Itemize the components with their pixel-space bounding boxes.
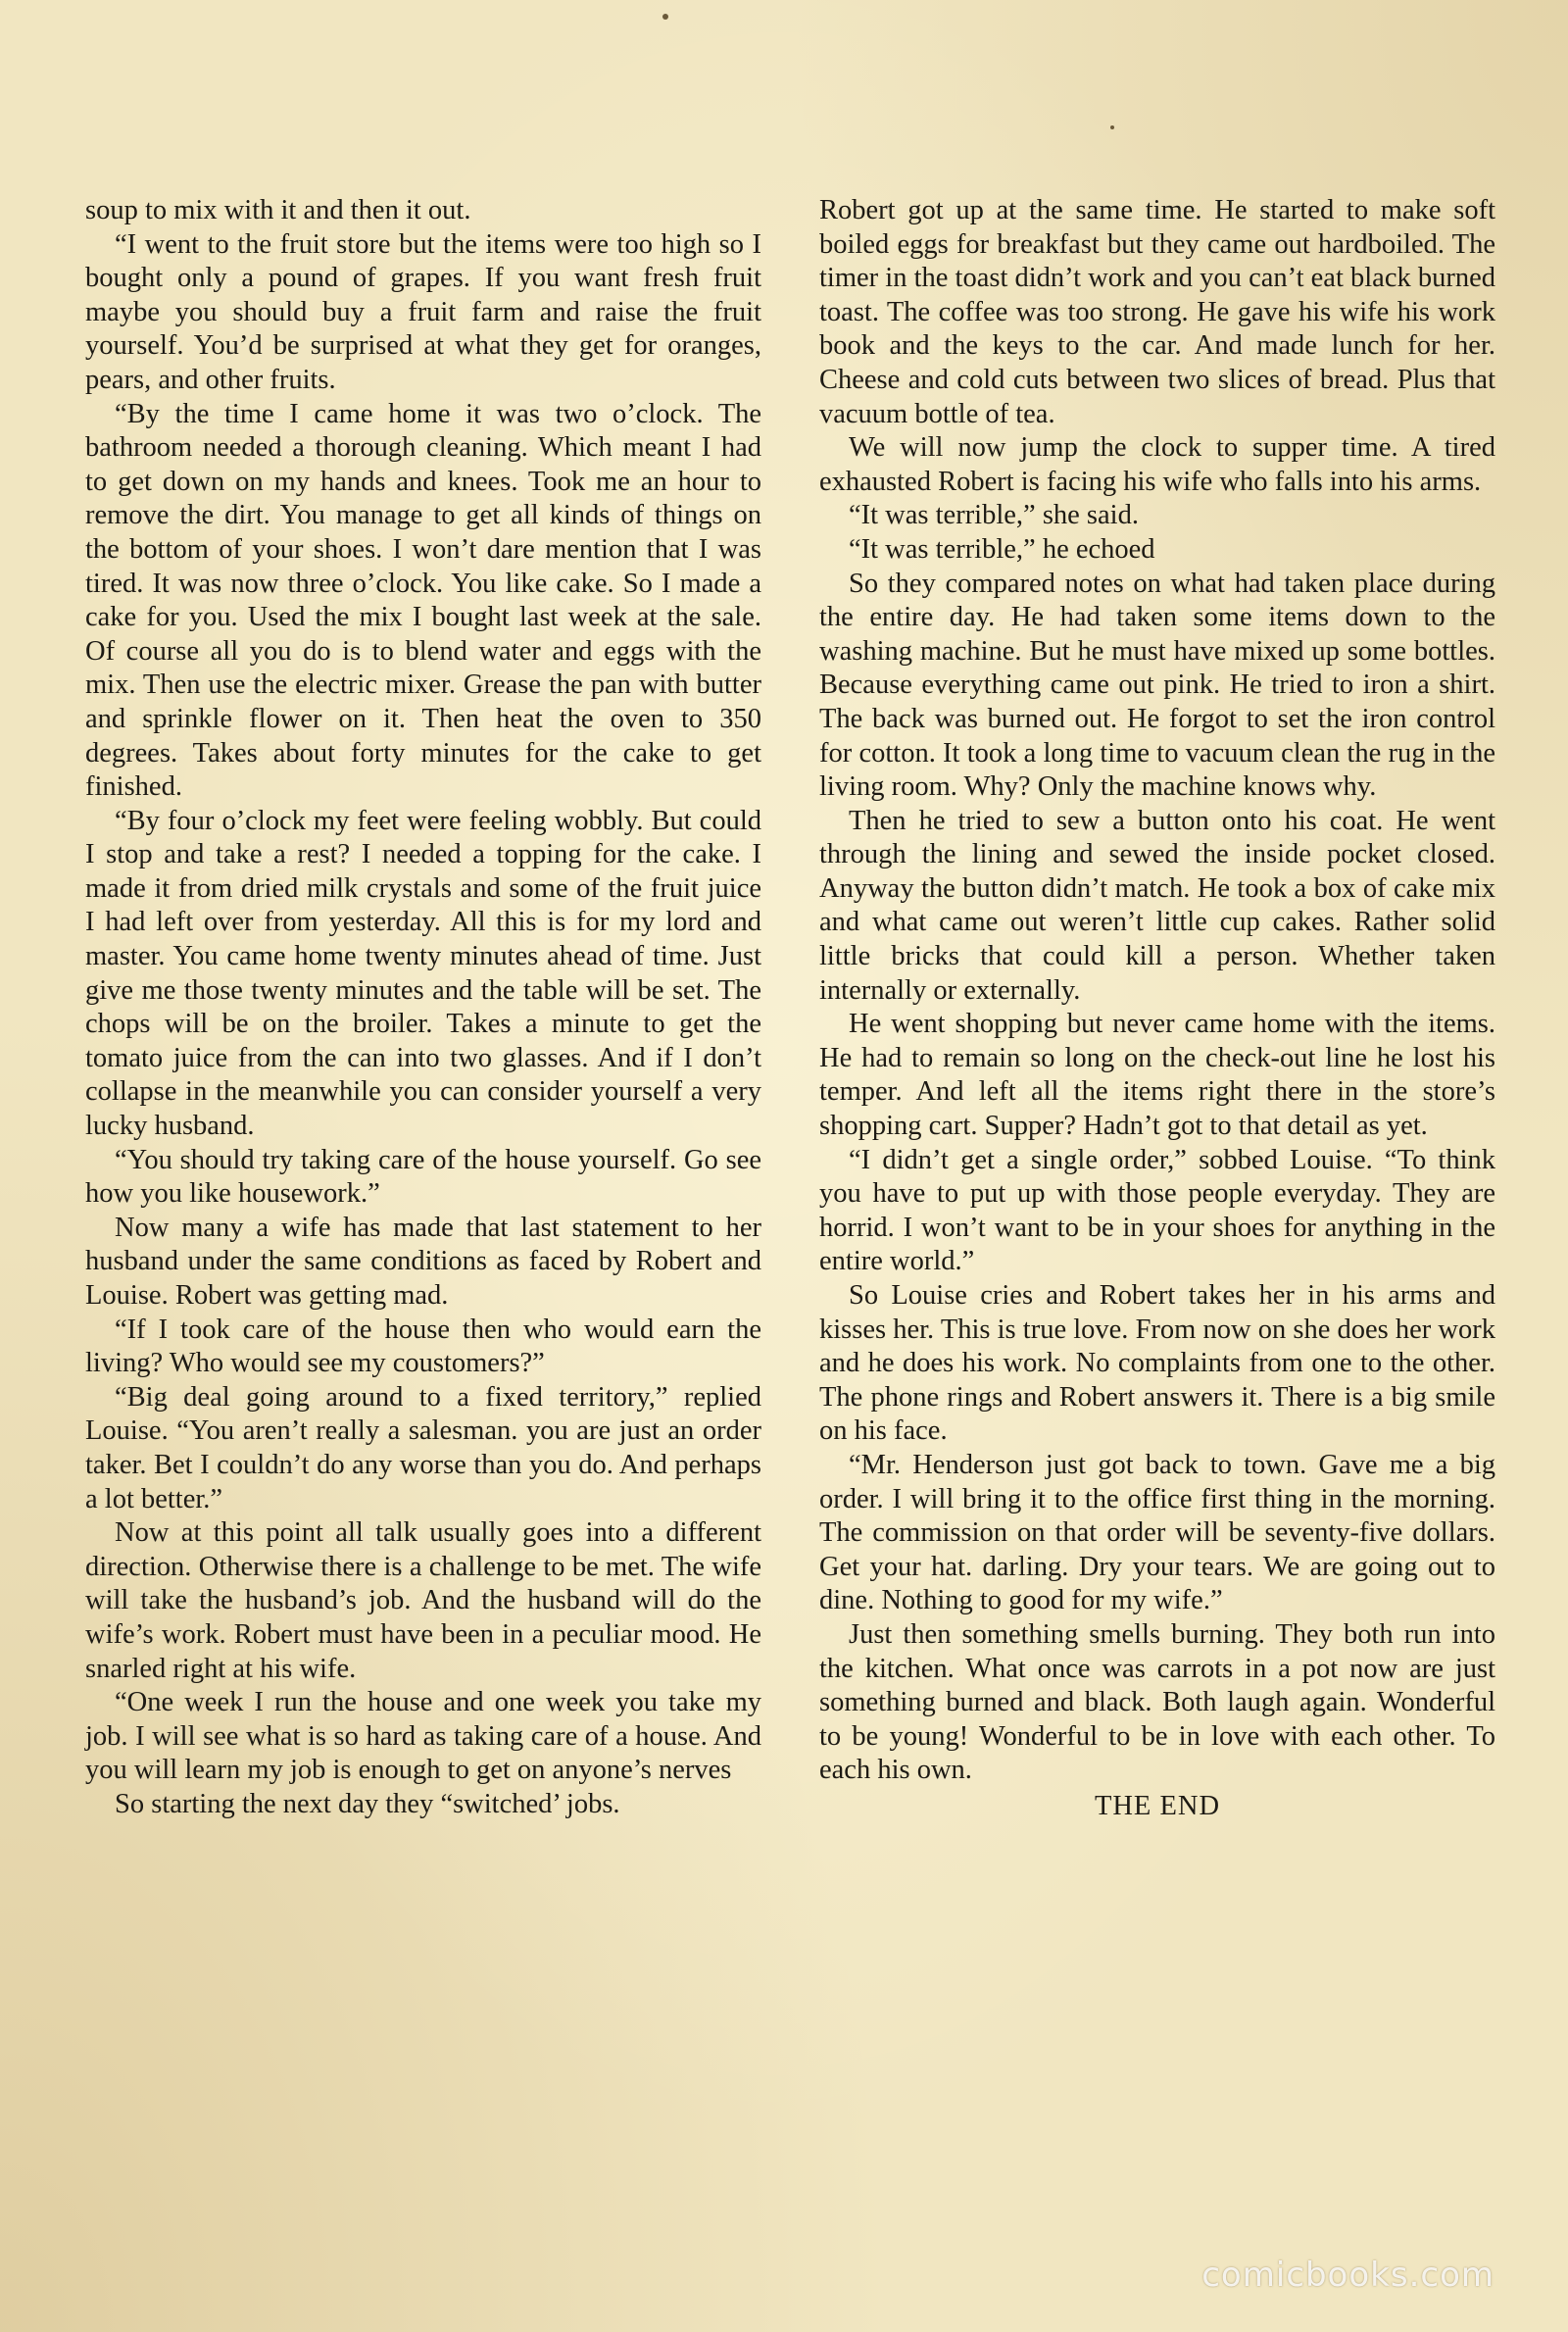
ink-speck [1110,125,1114,129]
paragraph: Then he tried to sew a button onto his coat. He went through the lining and sewed the inside pocket closed. Anyway the button didn’t match. He took a box of cake mix and what came out weren’t little cup cakes. Rather solid little bricks that could kill a person. Whether taken internally or externally. [819,805,1495,1006]
ink-speck [662,14,668,20]
left-text-column [85,194,761,1822]
paragraph: “By the time I came home it was two o’clock. The bathroom needed a thorough cleaning. Which meant I had to get down on my hands and knees. Took me an hour to remove the dirt. You manage to get all kinds of things on the bottom of your shoes. I won’t dare mention that I was tired. It was now three o’clock. You like cake. So I made a cake for you. Used the mix I bought last week at the sale. Of course all you do is to blend water and eggs with the mix. Then use the electric mixer. Grease the pan with butter and sprinkle flower on it. Then heat the oven to 350 degrees. Takes about forty minutes for the cake to get finished. [85,398,761,803]
paragraph: “You should try taking care of the house yourself. Go see how you like housework.” [85,1144,761,1210]
paragraph: We will now jump the clock to supper time. A tired exhausted Robert is facing his wife who falls into his arms. [819,432,1495,497]
paragraph: “Big deal going around to a fixed territory,” replied Louise. “You aren’t really a salesman. you are just an order taker. Bet I couldn’t do any worse than you do. And perhaps a lot better.” [85,1381,761,1514]
right-text-column [819,194,1495,1824]
paragraph: Just then something smells burning. They both run into the kitchen. What once was carrots in a pot now are just something burned and black. Both laugh again. Wonderful to be young! Wonderful to be in love with each other. To each his own. [819,1618,1495,1786]
paragraph: “By four o’clock my feet were feeling wobbly. But could I stop and take a rest? I needed a topping for the cake. I made it from dried milk crystals and some of the fruit juice I had left over from yesterday. All this is for my lord and master. You came home twenty minutes ahead of time. Just give me those twenty minutes and the table will be set. The chops will be on the broiler. Takes a minute to get the tomato juice from the can into two glasses. And if I don’t collapse in the meanwhile you can consider yourself a very lucky husband. [85,805,761,1142]
site-watermark: comicbooks.com [1201,2256,1494,2295]
paragraph: “Mr. Henderson just got back to town. Gave me a big order. I will bring it to the office first thing in the morning. The commission on that order will be seventy-five dollars. Get your hat. darling. Dry your tears. We are going out to dine. Nothing to good for my wife.” [819,1449,1495,1616]
story-end-label: THE END [1094,1790,1221,1821]
paragraph: So starting the next day they “switched’ jobs. [115,1788,620,1819]
paragraph: “It was terrible,” he echoed [849,533,1155,565]
paragraph: “One week I run the house and one week you take my job. I will see what is so hard as taking care of a house. And you will learn my job is enough to get on anyone’s nerves [85,1687,761,1786]
paragraph: So they compared notes on what had taken place during the entire day. He had taken some items down to the washing machine. But he must have mixed up some bottles. Because everything came out pink. He tried to iron a shirt. The back was burned out. He forgot to set the iron control for cotton. It took a long time to vacuum clean the rug in the living room. Why? Only the machine knows why. [819,568,1495,803]
paragraph: “I didn’t get a single order,” sobbed Louise. “To think you have to put up with those people everyday. They are horrid. I won’t want to be in your shoes for anything in the entire world.” [819,1144,1495,1277]
paragraph: So Louise cries and Robert takes her in his arms and kisses her. This is true love. From now on she does her work and he does his work. No complaints from one to the other. The phone rings and Robert answers it. There is a big smile on his face. [819,1280,1495,1447]
paragraph: “If I took care of the house then who would earn the living? Who would see my coustomers?” [85,1314,761,1379]
paragraph: Robert got up at the same time. He started to make soft boiled eggs for breakfast but they came out hardboiled. The timer in the toast didn’t work and you can’t eat black burned toast. The coffee was too strong. He gave his wife his work book and the keys to the car. And made lunch for her. Cheese and cold cuts between two slices of bread. Plus that vacuum bottle of tea. [819,195,1495,429]
paragraph: “It was terrible,” she said. [849,500,1139,531]
paragraph: “I went to the fruit store but the items were too high so I bought only a pound of grapes. If you want fresh fruit maybe you should buy a fruit farm and raise the fruit yourself. You’d be surprised at what they get for oranges, pears, and other fruits. [85,228,761,395]
paragraph: soup to mix with it and then it out. [85,195,471,225]
paragraph: Now at this point all talk usually goes into a different direction. Otherwise there is a challenge to be met. The wife will take the husband’s job. And the husband will do the wife’s work. Robert must have been in a peculiar mood. He snarled right at his wife. [85,1517,761,1684]
paragraph: He went shopping but never came home with the items. He had to remain so long on the check-out line he lost his temper. And left all the items right there in the store’s shopping cart. Supper? Hadn’t got to that detail as yet. [819,1009,1495,1142]
paragraph: Now many a wife has made that last statement to her husband under the same conditions as faced by Robert and Louise. Robert was getting mad. [85,1212,761,1311]
